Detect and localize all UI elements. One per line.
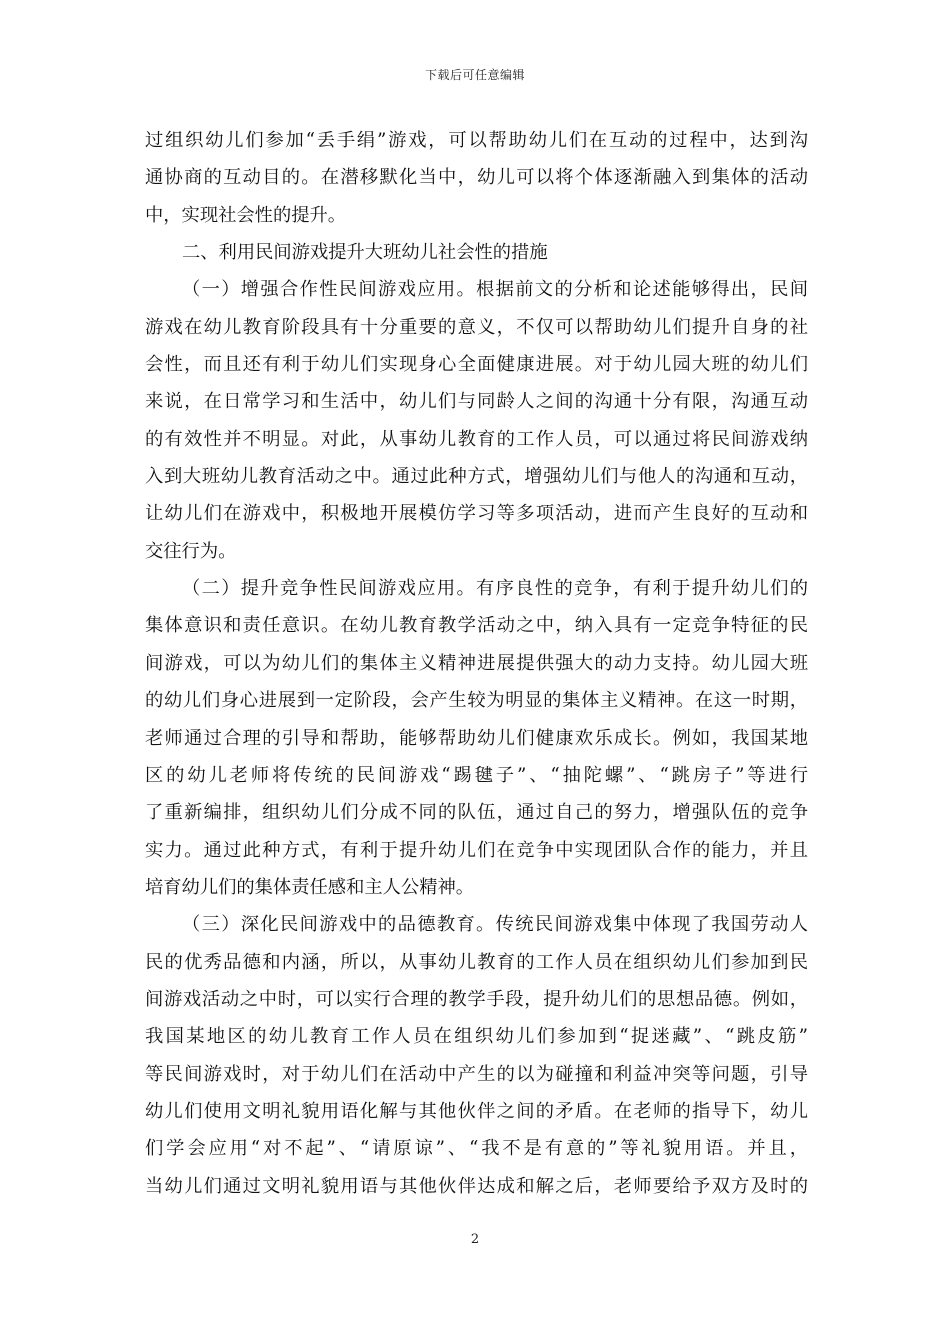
text-line: 过组织幼儿们参加“丢手绢”游戏，可以帮助幼儿们在互动的过程中，达到沟 — [145, 130, 808, 151]
text-line: 二、利用民间游戏提升大班幼儿社会性的措施 — [182, 242, 548, 264]
text-line: （二）提升竞争性民间游戏应用。有序良性的竞争，有利于提升幼儿们的 — [182, 578, 808, 600]
page-header: 下载后可任意编辑 — [424, 68, 525, 82]
text-line: 游戏在幼儿教育阶段具有十分重要的意义，不仅可以帮助幼儿们提升自身的社 — [145, 316, 808, 338]
text-line: 间游戏活动之中时，可以实行合理的教学手段，提升幼儿们的思想品德。例如， — [145, 988, 808, 1010]
text-line: 幼儿们使用文明礼貌用语化解与其他伙伴之间的矛盾。在老师的指导下，幼儿 — [145, 1100, 808, 1122]
document-body — [145, 122, 808, 1205]
text-line: 等民间游戏时，对于幼儿们在活动中产生的以为碰撞和利益冲突等问题，引导 — [145, 1063, 808, 1085]
text-line: （一）增强合作性民间游戏应用。根据前文的分析和论述能够得出，民间 — [182, 279, 808, 301]
text-line: 当幼儿们通过文明礼貌用语与其他伙伴达成和解之后，老师要给予双方及时的 — [145, 1175, 808, 1197]
text-line: 们学会应用“对不起”、“请原谅”、“我不是有意的”等礼貌用语。并且， — [145, 1138, 808, 1160]
text-line: 让幼儿们在游戏中，积极地开展模仿学习等多项活动，进而产生良好的互动和 — [145, 503, 808, 525]
text-line: 的幼儿们身心进展到一定阶段，会产生较为明显的集体主义精神。在这一时期， — [145, 690, 808, 712]
text-line: 我国某地区的幼儿教育工作人员在组织幼儿们参加到“捉迷藏”、“跳皮筋” — [145, 1026, 808, 1048]
text-line: 中，实现社会性的提升。 — [145, 204, 347, 226]
text-line: 区的幼儿老师将传统的民间游戏“踢毽子”、“抽陀螺”、“跳房子”等进行 — [145, 764, 808, 786]
text-line: 民的优秀品德和内涵，所以，从事幼儿教育的工作人员在组织幼儿们参加到民 — [145, 951, 808, 973]
text-line: 了重新编排，组织幼儿们分成不同的队伍，通过自己的努力，增强队伍的竞争 — [145, 802, 808, 824]
text-line: 实力。通过此种方式，有利于提升幼儿们在竞争中实现团队合作的能力，并且 — [145, 839, 808, 861]
text-line: 的有效性并不明显。对此，从事幼儿教育的工作人员，可以通过将民间游戏纳 — [145, 428, 808, 450]
text-line: 交往行为。 — [145, 540, 237, 562]
text-line: 间游戏，可以为幼儿们的集体主义精神进展提供强大的动力支持。幼儿园大班 — [145, 652, 808, 674]
text-line: 入到大班幼儿教育活动之中。通过此种方式，增强幼儿们与他人的沟通和互动， — [145, 466, 808, 488]
text-line: （三）深化民间游戏中的品德教育。传统民间游戏集中体现了我国劳动人 — [182, 914, 808, 936]
page-number: 2 — [470, 1232, 480, 1247]
text-line: 集体意识和责任意识。在幼儿教育教学活动之中，纳入具有一定竞争特征的民 — [145, 615, 808, 637]
text-line: 老师通过合理的引导和帮助，能够帮助幼儿们健康欢乐成长。例如，我国某地 — [145, 727, 808, 749]
text-line: 通协商的互动目的。在潜移默化当中，幼儿可以将个体逐渐融入到集体的活动 — [145, 167, 808, 189]
text-line: 培育幼儿们的集体责任感和主人公精神。 — [145, 876, 475, 898]
text-line: 来说，在日常学习和生活中，幼儿们与同龄人之间的沟通十分有限，沟通互动 — [145, 391, 808, 413]
text-line: 会性，而且还有利于幼儿们实现身心全面健康进展。对于幼儿园大班的幼儿们 — [145, 354, 808, 376]
